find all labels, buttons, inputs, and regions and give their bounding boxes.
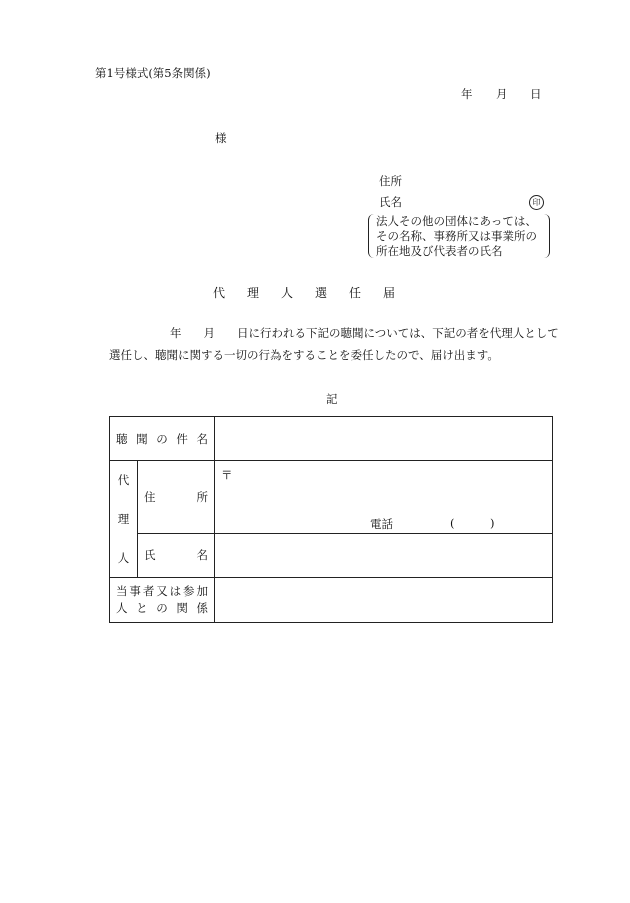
case-label-char: の	[156, 431, 168, 446]
address-row	[110, 461, 553, 534]
relation-label-char: 人	[116, 601, 128, 615]
tel-paren-open: (	[450, 516, 455, 531]
body-line-1	[170, 328, 559, 340]
name-label-cell	[138, 533, 215, 577]
addressee-suffix: 様	[215, 131, 227, 145]
agent-label-char: 代	[117, 473, 130, 488]
name-label-char: 名	[196, 548, 208, 563]
relation-label	[110, 583, 214, 617]
filer-note-line: 法人その他の団体にあっては、	[376, 214, 537, 228]
address-label-char: 所	[196, 489, 208, 504]
relation-label-char: 当	[116, 584, 128, 598]
relation-value-cell[interactable]	[215, 578, 553, 623]
relation-label-line-2	[116, 600, 208, 617]
agent-label-cell	[110, 461, 138, 578]
address-label-char: 住	[144, 489, 156, 504]
body-month-label: 月	[203, 326, 215, 340]
relation-label-line-1	[116, 583, 208, 600]
filer-address-label: 住所	[379, 174, 402, 188]
agent-table	[109, 416, 553, 623]
relation-label-char: 者	[142, 584, 155, 598]
case-label-char: 件	[176, 431, 188, 446]
address-label	[138, 489, 214, 505]
name-label	[138, 547, 214, 563]
relation-row	[110, 578, 553, 623]
body-line-1-text: 日に行われる下記の聴聞については、下記の者を代理人として	[237, 326, 559, 340]
tel-label: 電話	[370, 517, 393, 532]
form-number: 第1号様式(第5条関係)	[95, 66, 211, 80]
ki-heading: 記	[326, 392, 338, 406]
filer-note-line: 所在地及び代表者の氏名	[376, 244, 503, 258]
case-value-cell[interactable]	[215, 417, 553, 461]
filer-name-label: 氏名	[379, 195, 402, 209]
case-label-char: 名	[196, 431, 208, 446]
body-line-2: 選任し、聴聞に関する一切の行為をすることを委任したので、届け出ます。	[109, 348, 499, 362]
case-label	[110, 431, 214, 447]
name-value-cell[interactable]	[215, 533, 553, 577]
case-row	[110, 417, 553, 461]
body-year-label: 年	[170, 326, 182, 340]
agent-label-char: 人	[117, 550, 130, 565]
address-value-cell[interactable]	[215, 461, 553, 534]
case-label-cell	[110, 417, 215, 461]
date-year-label: 年	[461, 87, 473, 101]
date-month-label: 月	[496, 87, 508, 101]
relation-label-char: 関	[176, 601, 188, 615]
relation-label-char: と	[136, 601, 148, 615]
relation-label-char: 事	[129, 584, 141, 598]
name-row	[110, 533, 553, 577]
relation-label-char: は	[169, 584, 182, 598]
address-label-cell	[138, 461, 215, 534]
tel-paren-close: )	[490, 516, 495, 531]
agent-label	[110, 461, 137, 577]
date-day-label: 日	[530, 87, 542, 101]
relation-label-char: 参	[183, 584, 195, 598]
relation-label-char: 又	[156, 584, 168, 598]
name-label-char: 氏	[144, 548, 156, 563]
filer-note-line: その名称、事務所又は事業所の	[376, 229, 537, 243]
case-label-char: 聞	[136, 431, 148, 446]
agent-label-char: 理	[117, 511, 130, 526]
case-label-char: 聴	[116, 431, 128, 446]
postal-mark: 〒	[221, 468, 233, 483]
seal-mark: 印	[529, 195, 544, 210]
relation-label-char: の	[156, 601, 168, 615]
relation-label-char: 係	[196, 601, 208, 615]
relation-label-cell	[110, 578, 215, 623]
relation-label-char: 加	[196, 584, 208, 598]
document-title: 代理人選任届	[212, 286, 417, 300]
